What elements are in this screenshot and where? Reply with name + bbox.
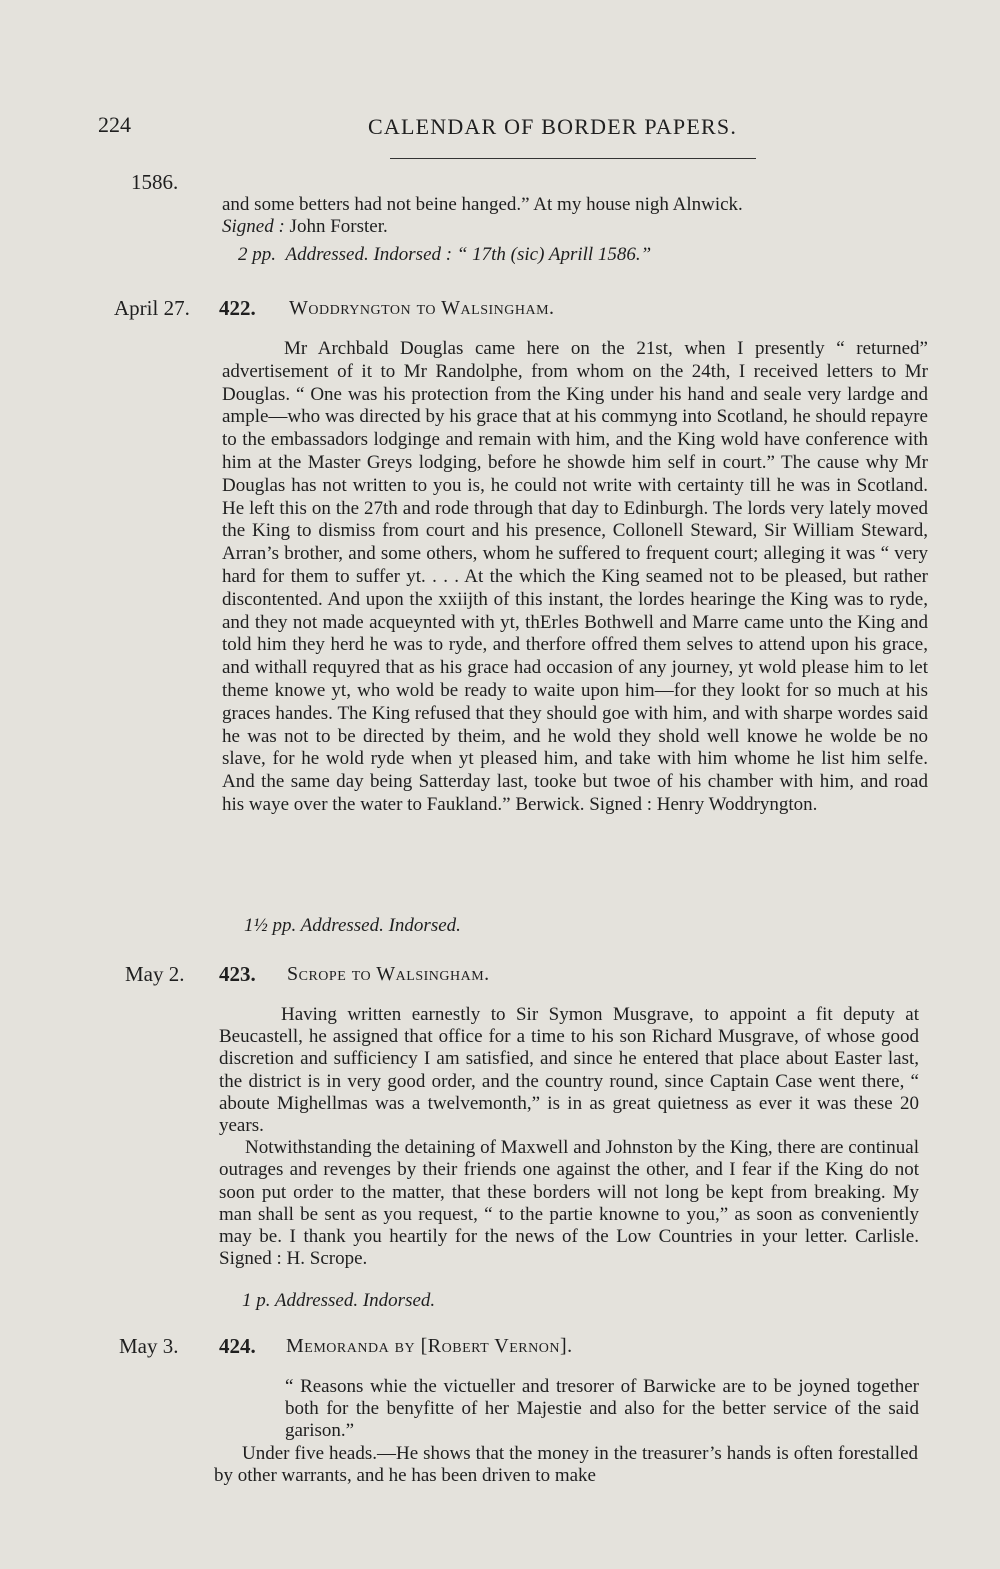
entry-number: 422.	[219, 296, 256, 320]
signed-label: Signed :	[222, 216, 285, 238]
continuation-signature	[222, 216, 930, 238]
entry-meta: 1½ pp. Addressed. Indorsed.	[244, 915, 461, 936]
meta-rest: Addressed. Indorsed : “ 17th (sic) Aprill 1586.”	[285, 244, 652, 265]
meta-pages: 2 pp.	[238, 244, 276, 265]
entry-date: May 2.	[125, 962, 185, 986]
entry-body	[214, 1443, 918, 1488]
signed-name: John Forster.	[289, 216, 388, 238]
entry-date: April 27.	[114, 296, 190, 320]
entry-paragraph: Under five heads.—He shows that the money in the treasurer’s hands is often forestalled by other warrants, and he has been driven to make	[214, 1443, 918, 1487]
continuation-text: and some betters had not beine hanged.” At my house nigh Alnwick.	[222, 194, 743, 215]
entry-number: 424.	[219, 1334, 256, 1358]
header-rule	[390, 158, 756, 159]
entry-title: Memoranda by [Robert Vernon].	[286, 1335, 573, 1357]
entry-date: May 3.	[119, 1334, 179, 1358]
page-number: 224	[98, 112, 131, 137]
entry-paragraph: Having written earnestly to Sir Symon Musgrave, to appoint a fit deputy at Beucastell, he assigned that office for a time to his son Richard Musgrave, of whose good discretion and sufficiency I am satisfied, and since he entered that place about Easter last, the district is in very good order, and the country round, since Captain Case went there, “ aboute Mighellmas was a twelvemonth,” is in as great quietness as ever it was these 20 years.	[219, 1004, 919, 1137]
entry-title: Woddryngton to Walsingham.	[289, 297, 555, 319]
entry-paragraph: Notwithstanding the detaining of Maxwell and Johnston by the King, there are continual outrages and revenges by their friends one against the other, and I fear if the King do not soon put order to the matter, that these borders will not long be kept from breaking. My man shall be sent as you request, “ to the partie knowne to you,” as soon as conveniently may be. I thank you heartily for the news of the Low Countries in your letter. Carlisle. Signed : H. Scrope.	[219, 1137, 919, 1270]
entry-title: Scrope to Walsingham.	[287, 963, 490, 985]
running-title: CALENDAR OF BORDER PAPERS.	[368, 114, 738, 139]
entry-meta: 1 p. Addressed. Indorsed.	[242, 1290, 436, 1311]
entry-body	[219, 1004, 919, 1270]
entry-body	[222, 338, 928, 817]
continuation-block	[222, 194, 930, 239]
entry-number: 423.	[219, 962, 256, 986]
quote-text: “ Reasons whie the victueller and tresorer of Barwicke are to be joyned together both for the benyfitte of her Majestie and also for the better service of the said garison.”	[285, 1376, 919, 1442]
year-marginal: 1586.	[131, 170, 179, 194]
entry-paragraph: Mr Archbald Douglas came here on the 21st, when I presently “ returned” advertisement of it to Mr Randolphe, from whom on the 24th, I received letters to Mr Douglas. “ One was his protection from the King under his hand and seale very lardge and ample—who was directed by his grace that at his commyng into Scotland, he should repayre to the embassadors lodginge and remain with him, and the King wold have conference with him at the Master Greys lodging, before he showde him self in court.” The cause why Mr Douglas has not written to you is, he could not write with certainty till he was in Scotland. He left this on the 27th and rode through that day to Edinburgh. The lords very lately moved the King to dismiss from court and his presence, Collonell Steward, Sir William Steward, Arran’s brother, and some others, whom he suffered to frequent court; alleging it was “ very hard for them to suffer yt. . . . At the which the King seamed not to be pleased, but rather discontented. And upon the xxiijth of this instant, the lordes hearinge the King was to ryde, and they not made acqueynted with yt, thErles Bothwell and Marre came unto the King and told him they herd he was to ryde, and therfore offred them selves to attend upon his grace, and withall requyred that as his grace had occasion of any journey, yt wold please him to let theme knowe yt, who wold be ready to waite upon him—for they lookt for so much at his graces handes. The King refused that they should goe with him, and with sharpe wordes said he was not to be directed by theim, and he wold they shold well knowe he wolde be no slave, for he wold ryde when yt pleased him, and take with him whome he list him selfe. And the same day being Satterday last, tooke but twoe of his chamber with him, and road his waye over the water to Faukland.” Berwick. Signed : Henry Woddryngton.	[222, 338, 928, 815]
continuation-meta	[238, 244, 651, 266]
entry-quote	[285, 1376, 919, 1443]
